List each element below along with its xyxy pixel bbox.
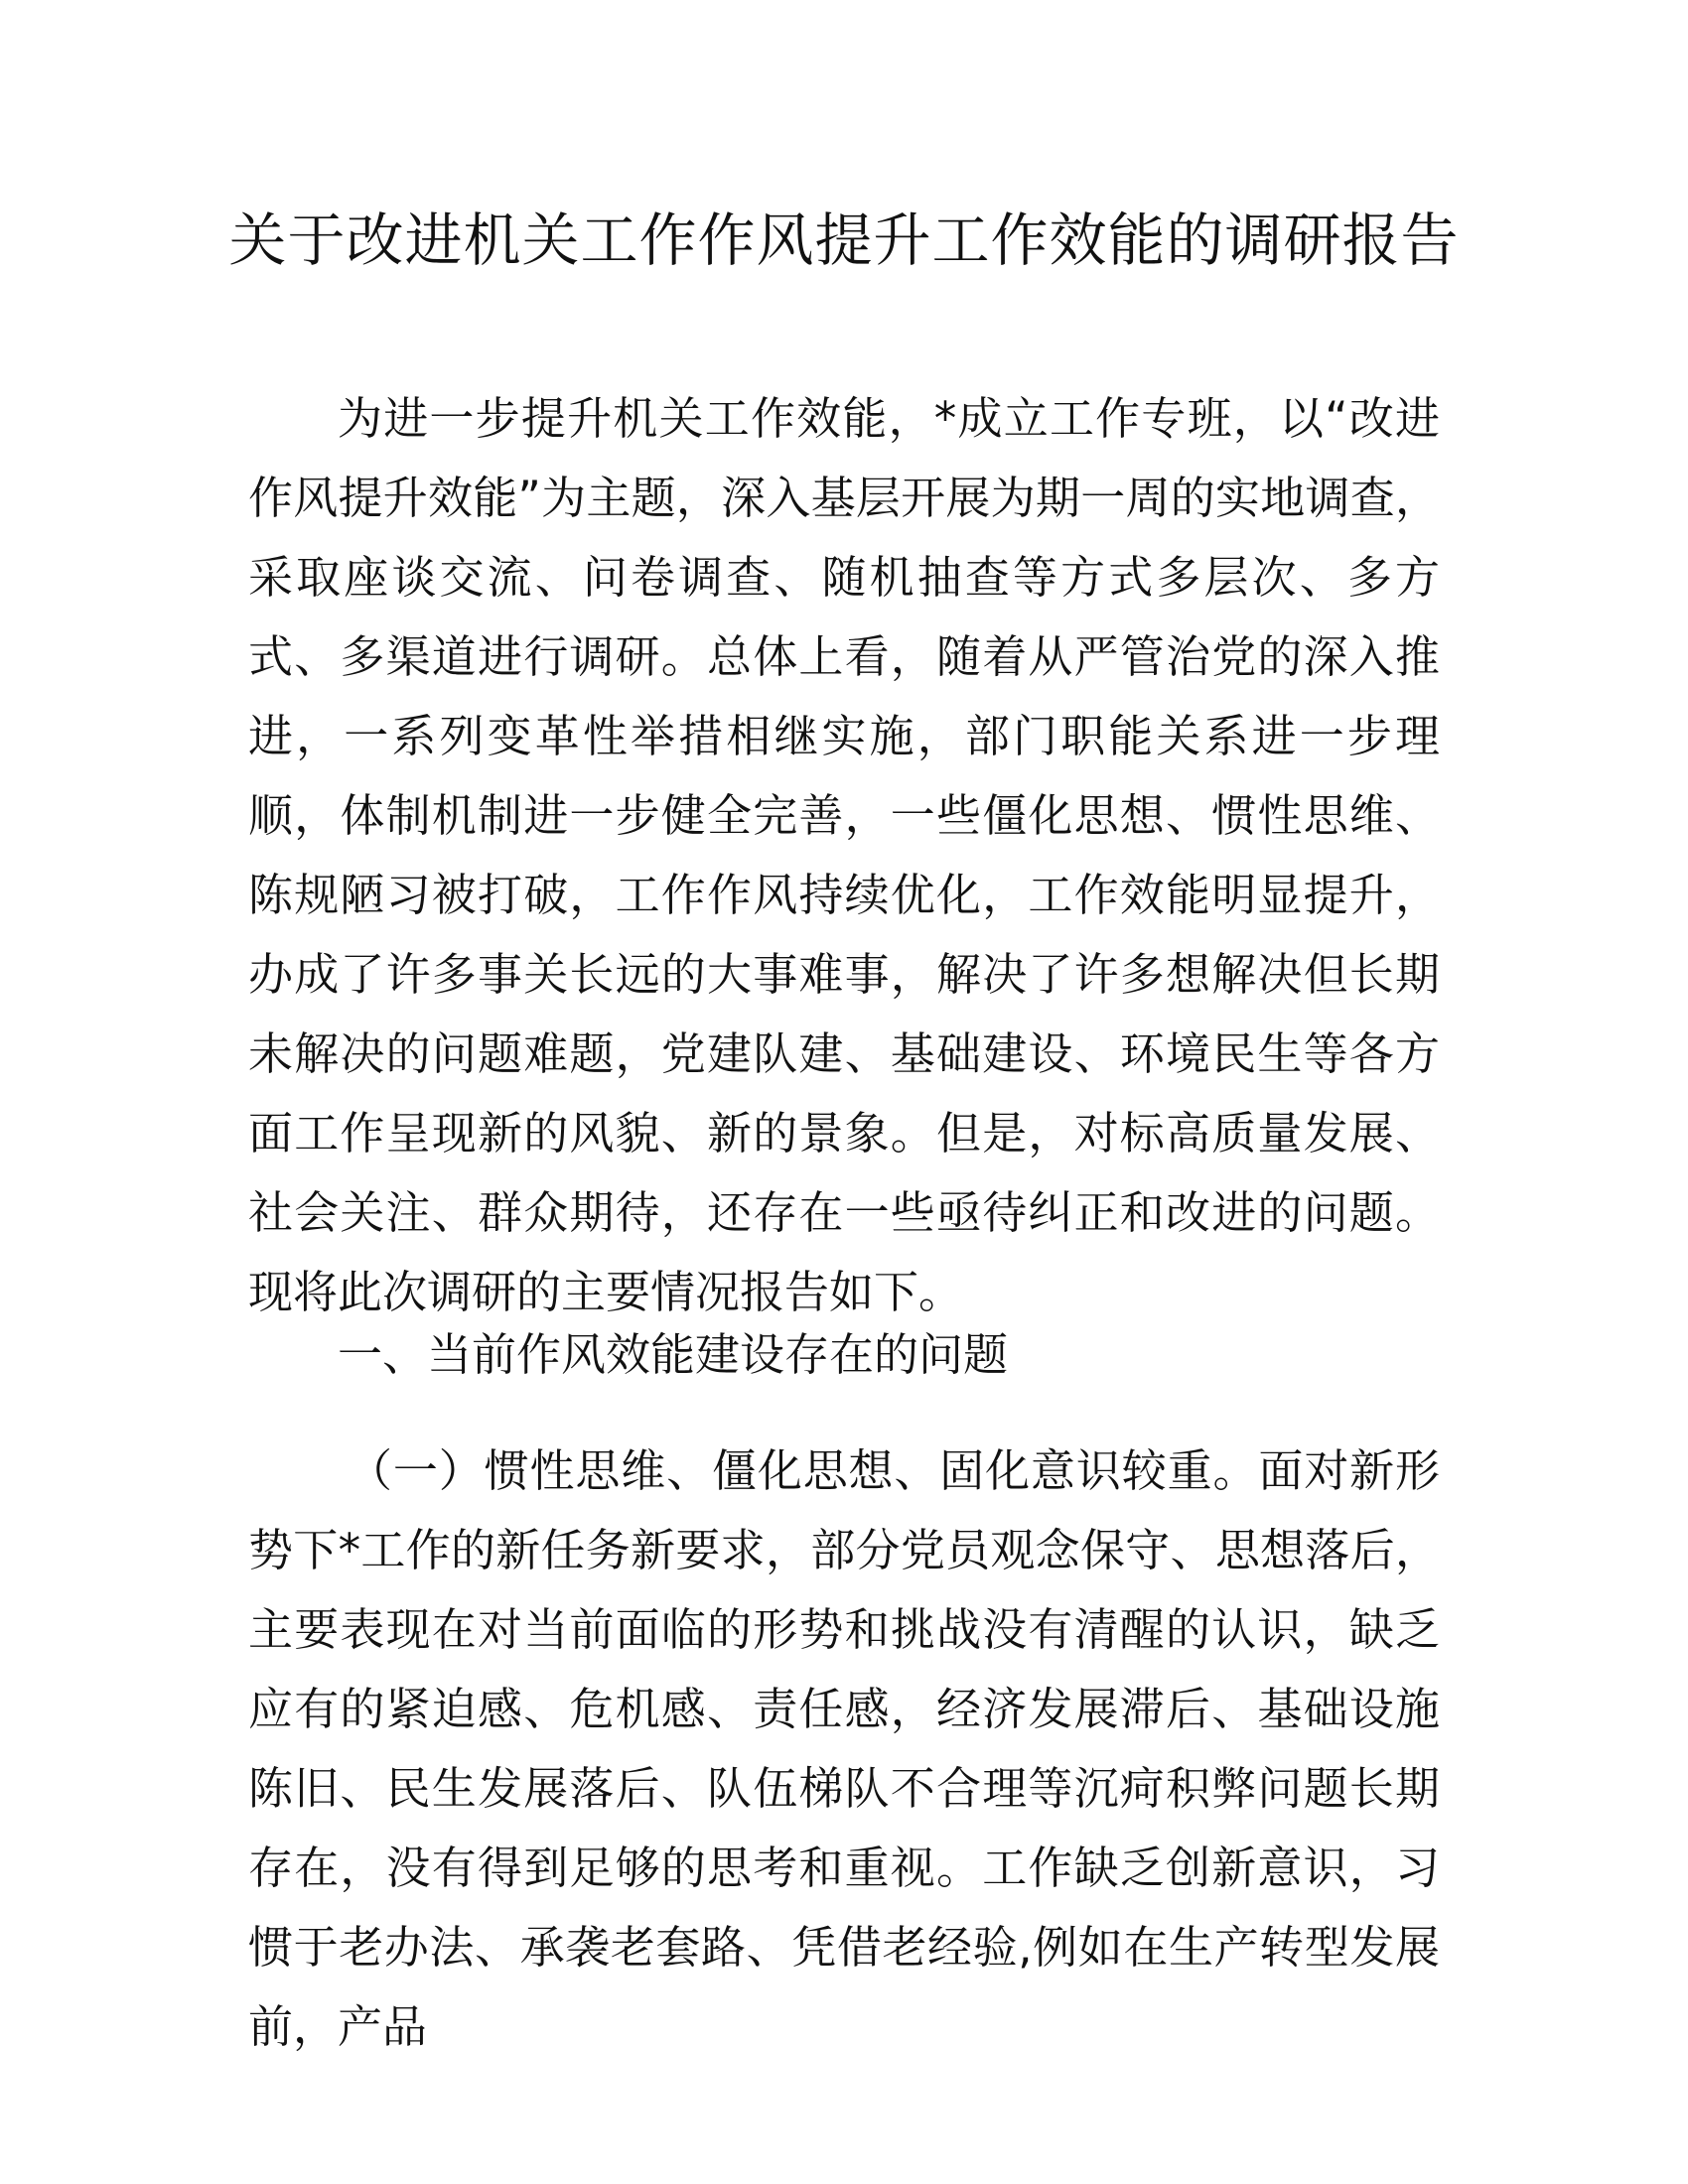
subsection-paragraph: （一）惯性思维、僵化思想、固化意识较重。面对新形势下*工作的新任务新要求，部分党员观念保守、思想落后，主要表现在对当前面临的形势和挑战没有清醒的认识，缺乏应有的紧迫感、危机感、责任感，经济发展滞后、基础设施陈旧、民生发展落后、队伍梯队不合理等沉疴积弊问题长期存在，没有得到足够的思考和重视。工作缺乏创新意识，习惯于老办法、承袭老套路、凭借老经验,例如在生产转型发展前，产品 bbox=[248, 1444, 1440, 2053]
section-heading: 一、当前作风效能建设存在的问题 bbox=[338, 1328, 1009, 1381]
intro-paragraph: 为进一步提升机关工作效能，*成立工作专班，以“改进作风提升效能”为主题，深入基层开展为期一周的实地调查，采取座谈交流、问卷调查、随机抽查等方式多层次、多方式、多渠道进行调研。总体上看，随着从严管治党的深入推进，一系列变革性举措相继实施，部门职能关系进一步理顺，体制机制进一步健全完善，一些僵化思想、惯性思维、陈规陋习被打破，工作作风持续优化，工作效能明显提升，办成了许多事关长远的大事难事，解决了许多想解决但长期未解决的问题难题，党建队建、基础建设、环境民生等各方面工作呈现新的风貌、新的景象。但是，对标高质量发展、社会关注、群众期待，还存在一些亟待纠正和改进的问题。现将此次调研的主要情况报告如下。 bbox=[248, 392, 1440, 1318]
document-title: 关于改进机关工作作风提升工作效能的调研报告 bbox=[228, 206, 1460, 274]
